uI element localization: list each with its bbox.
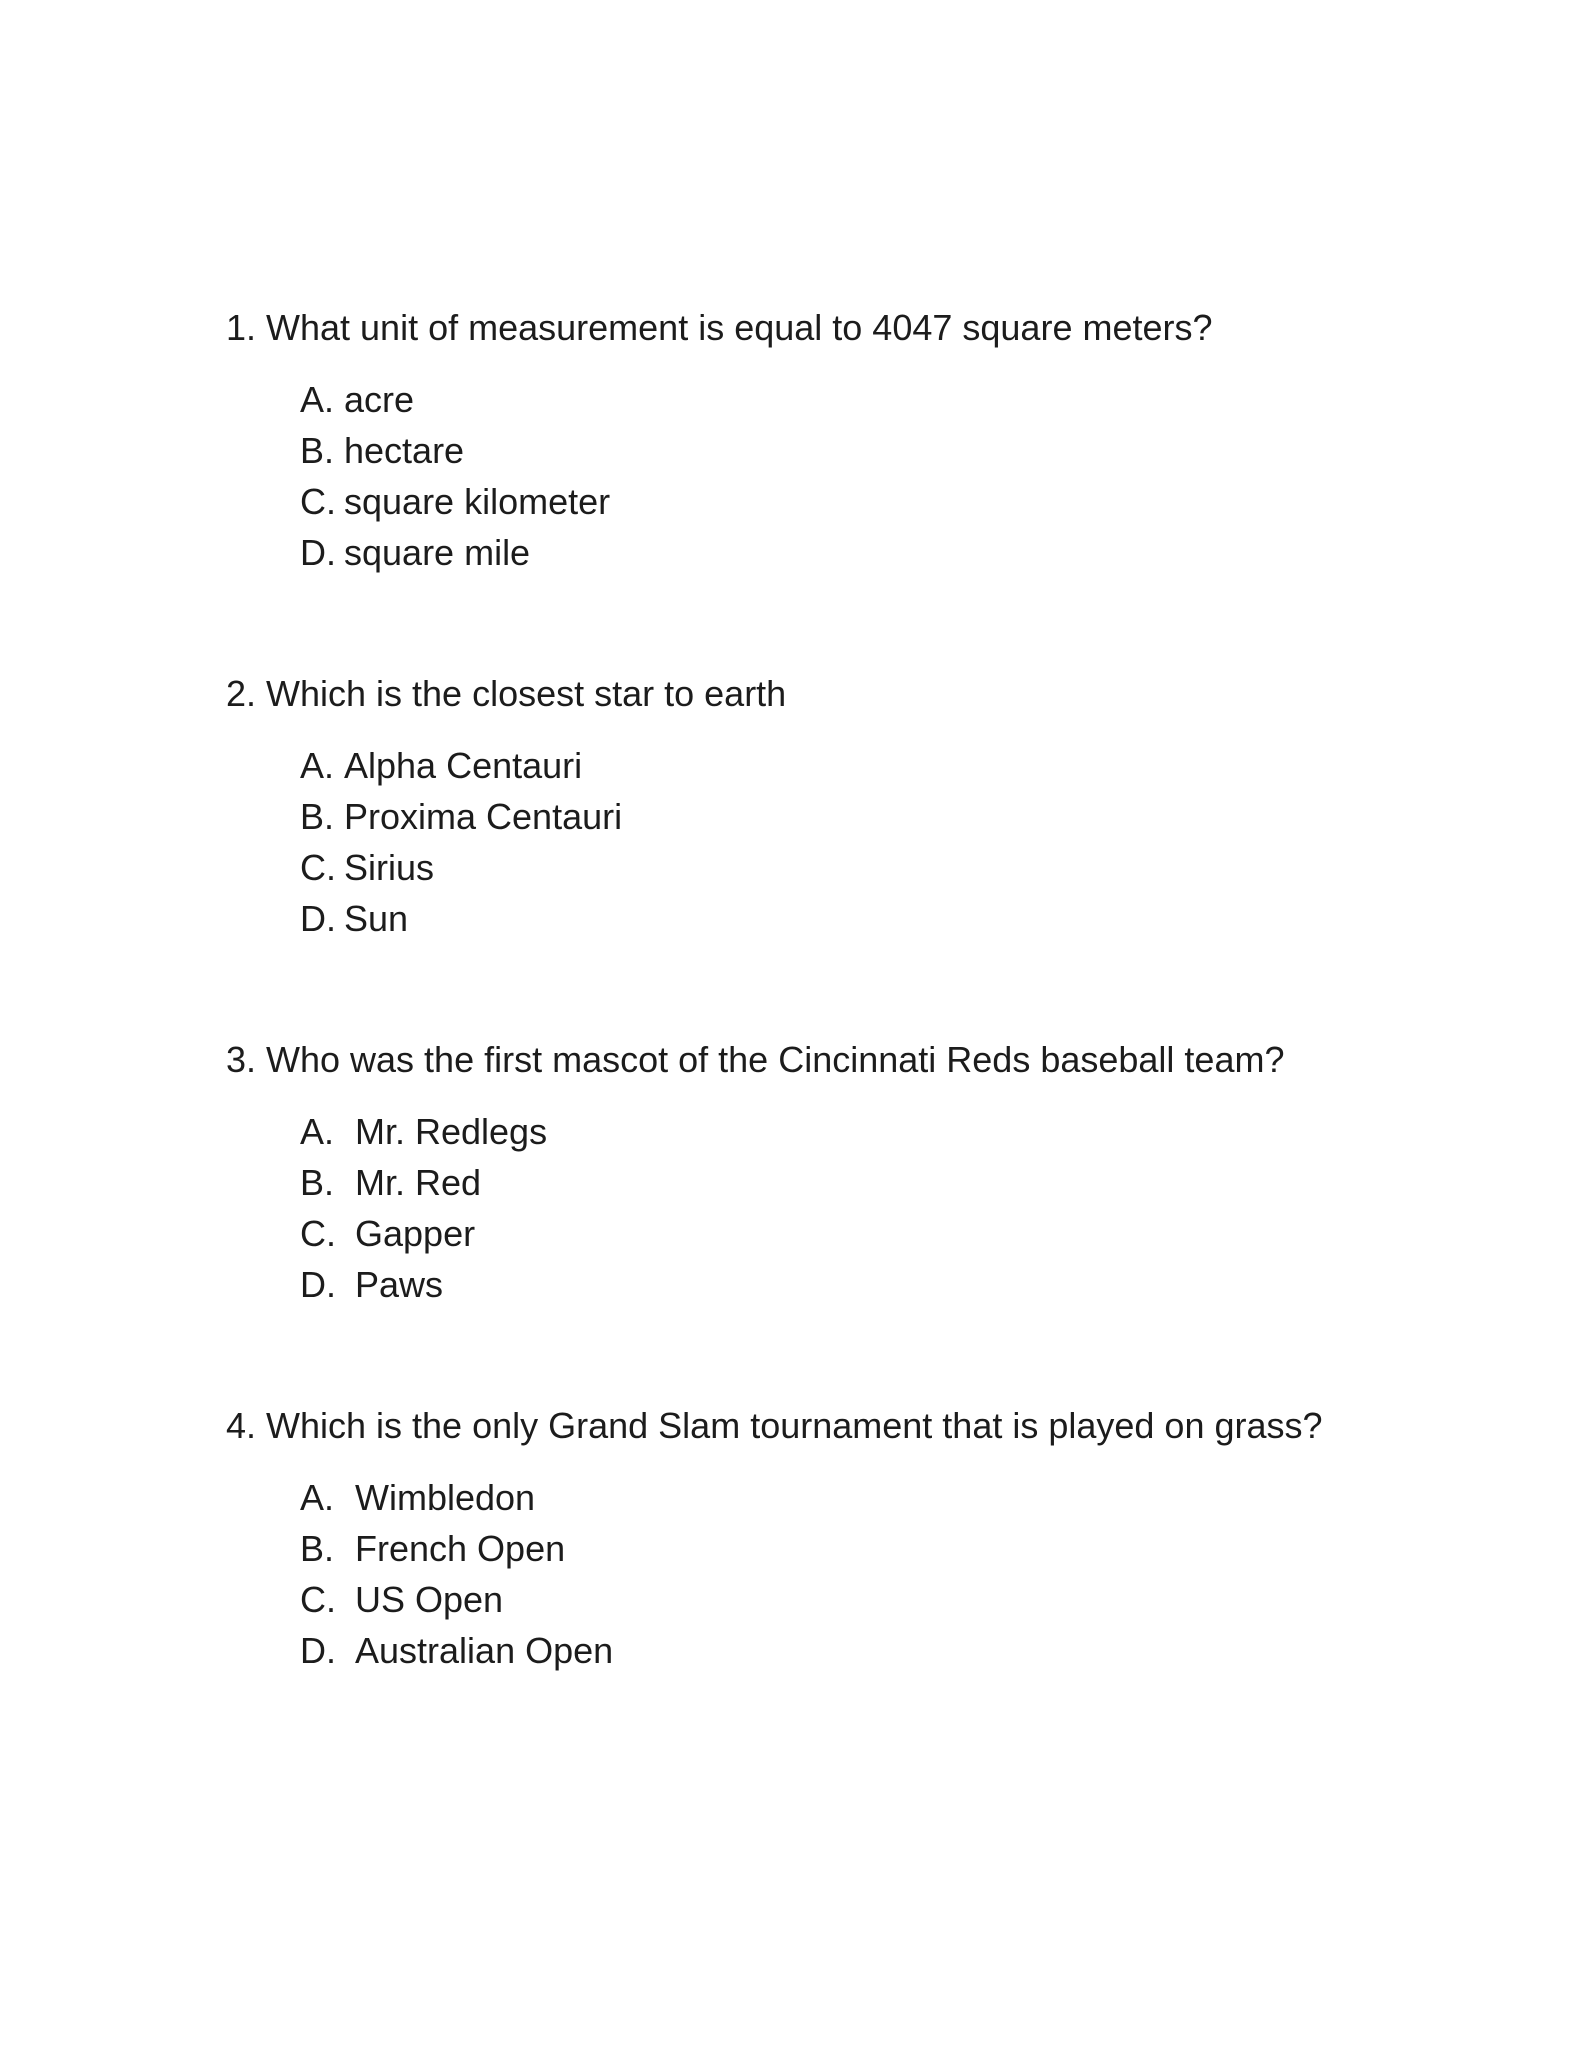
question-3	[226, 1036, 1526, 1310]
option-letter: D.	[300, 1264, 336, 1305]
option-letter: A.	[300, 1477, 335, 1518]
option-text: Sirius	[344, 847, 435, 888]
option-text: Wimbledon	[355, 1477, 536, 1518]
answer-option-b	[300, 1523, 1526, 1574]
answer-option-b	[300, 425, 1526, 476]
answer-option-a	[300, 1472, 1526, 1523]
option-text: Proxima Centauri	[344, 796, 623, 837]
option-letter: D.	[300, 1630, 336, 1671]
answer-option-b	[300, 791, 1526, 842]
answer-option-a	[300, 1106, 1526, 1157]
answer-option-b	[300, 1157, 1526, 1208]
option-text: Australian Open	[355, 1630, 614, 1671]
option-letter: B.	[300, 1162, 335, 1203]
option-text: Paws	[355, 1264, 444, 1305]
answer-option-d	[300, 527, 1526, 578]
answer-option-a	[300, 374, 1526, 425]
answer-option-c	[300, 1208, 1526, 1259]
question-text: What unit of measurement is equal to 4047 square meters?	[266, 307, 1213, 348]
option-letter: A.	[300, 1111, 335, 1152]
question-number: 2.	[226, 673, 257, 714]
question-number: 4.	[226, 1405, 257, 1446]
option-text: square kilometer	[344, 481, 611, 522]
question-text: Which is the closest star to earth	[266, 673, 787, 714]
option-letter: C.	[300, 1213, 336, 1254]
question-4	[226, 1402, 1526, 1676]
answer-option-c	[300, 476, 1526, 527]
answer-option-c	[300, 1574, 1526, 1625]
answer-option-d	[300, 893, 1526, 944]
option-text: French Open	[355, 1528, 566, 1569]
option-letter: C.	[300, 847, 336, 888]
option-letter: B.	[300, 796, 335, 837]
answer-options	[300, 1472, 1526, 1676]
option-text: Sun	[344, 898, 409, 939]
question-text-row	[226, 304, 1526, 352]
option-letter: B.	[300, 430, 335, 471]
question-text-row	[226, 1402, 1526, 1450]
option-letter: D.	[300, 898, 336, 939]
option-text: Alpha Centauri	[344, 745, 583, 786]
answer-option-c	[300, 842, 1526, 893]
option-text: Gapper	[355, 1213, 476, 1254]
option-text: square mile	[344, 532, 531, 573]
question-number: 3.	[226, 1039, 257, 1080]
answer-options	[300, 740, 1526, 944]
option-letter: C.	[300, 1579, 336, 1620]
question-text-row	[226, 1036, 1526, 1084]
answer-option-a	[300, 740, 1526, 791]
question-text: Who was the first mascot of the Cincinnati Reds baseball team?	[266, 1039, 1285, 1080]
answer-options	[300, 1106, 1526, 1310]
option-text: acre	[344, 379, 415, 420]
answer-option-d	[300, 1259, 1526, 1310]
question-number: 1.	[226, 307, 257, 348]
option-text: Mr. Red	[355, 1162, 482, 1203]
question-text-row	[226, 670, 1526, 718]
option-letter: A.	[300, 745, 335, 786]
question-2	[226, 670, 1526, 944]
answer-option-d	[300, 1625, 1526, 1676]
option-text: Mr. Redlegs	[355, 1111, 548, 1152]
answer-options	[300, 374, 1526, 578]
option-text: US Open	[355, 1579, 504, 1620]
option-letter: C.	[300, 481, 336, 522]
option-text: hectare	[344, 430, 465, 471]
option-letter: D.	[300, 532, 336, 573]
question-text: Which is the only Grand Slam tournament that is played on grass?	[266, 1405, 1323, 1446]
option-letter: A.	[300, 379, 335, 420]
question-1	[226, 304, 1526, 578]
option-letter: B.	[300, 1528, 335, 1569]
